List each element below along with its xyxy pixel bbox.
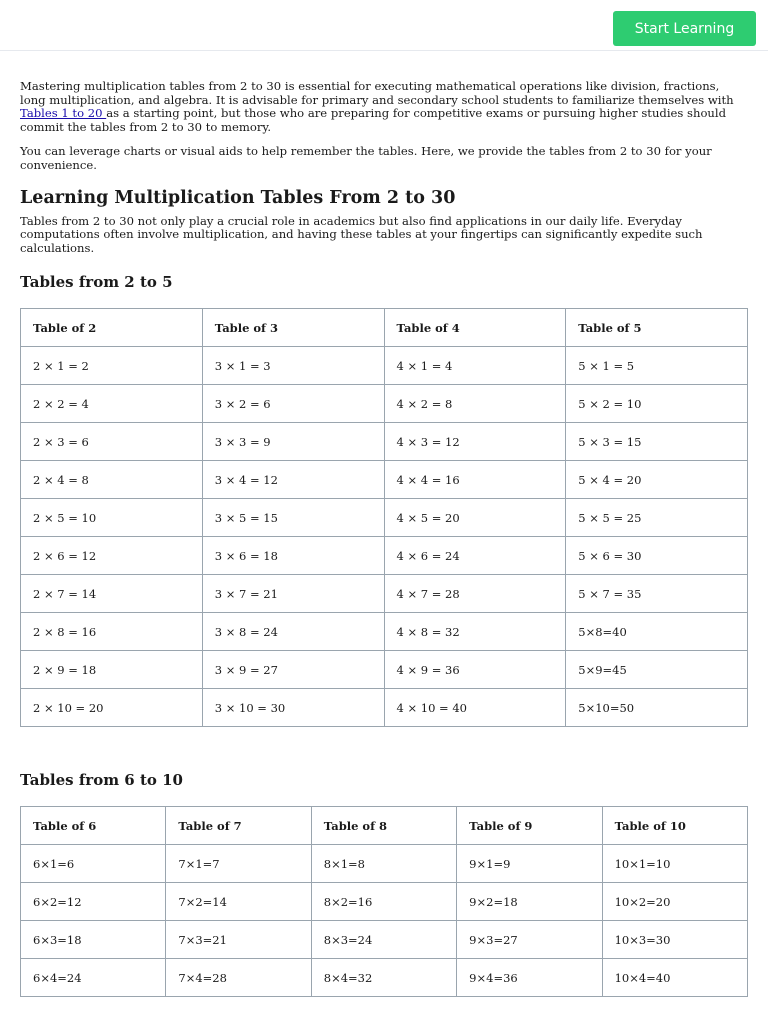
table-cell: 5×8=40 [566,613,748,651]
table-cell: 2 × 7 = 14 [21,575,203,613]
table-cell: 6×3=18 [21,921,166,959]
table-cell: 3 × 3 = 9 [202,423,384,461]
intro-text-start: Mastering multiplication tables from 2 to 30 is essential for executing mathematical operations like division, fractions, long multiplication, and algebra. It is advisable for primary and secondary school students to familiarize themselves with [20,79,734,107]
column-header: Table of 7 [166,807,311,845]
table-cell: 3 × 1 = 3 [202,347,384,385]
table-header-row [21,309,748,347]
table-row [21,845,748,883]
table-cell: 10×1=10 [602,845,747,883]
table-row [21,921,748,959]
table-cell: 5 × 4 = 20 [566,461,748,499]
table-cell: 3 × 6 = 18 [202,537,384,575]
table-row [21,423,748,461]
column-header: Table of 6 [21,807,166,845]
column-header: Table of 2 [21,309,203,347]
table-row [21,347,748,385]
table-cell: 9×4=36 [457,959,602,997]
tables-1-to-20-link[interactable]: Tables 1 to 20 [20,106,107,121]
table-cell: 4 × 8 = 32 [384,613,566,651]
table-cell: 4 × 5 = 20 [384,499,566,537]
table-cell: 9×2=18 [457,883,602,921]
section-heading: Learning Multiplication Tables From 2 to 30 [20,187,456,208]
table-cell: 7×3=21 [166,921,311,959]
table-cell: 2 × 1 = 2 [21,347,203,385]
table-cell: 4 × 1 = 4 [384,347,566,385]
table-cell: 7×1=7 [166,845,311,883]
table-cell: 3 × 4 = 12 [202,461,384,499]
table-cell: 2 × 5 = 10 [21,499,203,537]
table-cell: 9×3=27 [457,921,602,959]
table-cell: 5 × 5 = 25 [566,499,748,537]
table-cell: 4 × 3 = 12 [384,423,566,461]
table-cell: 3 × 8 = 24 [202,613,384,651]
column-header: Table of 8 [311,807,456,845]
table-cell: 4 × 7 = 28 [384,575,566,613]
section-paragraph: Tables from 2 to 30 not only play a crucial role in academics but also find applications in our daily life. Everyday computations often involve multiplication, and having these tables at your fingertips can significantly expedite such calculations. [20,213,703,255]
table-cell: 5×9=45 [566,651,748,689]
column-header: Table of 10 [602,807,747,845]
table-row [21,689,748,727]
table-cell: 4 × 4 = 16 [384,461,566,499]
table-cell: 3 × 9 = 27 [202,651,384,689]
column-header: Table of 5 [566,309,748,347]
table-row [21,385,748,423]
column-header: Table of 3 [202,309,384,347]
table-cell: 8×1=8 [311,845,456,883]
intro-text-end: as a starting point, but those who are preparing for competitive exams or pursuing higher studies should commit the tables from 2 to 30 to memory. [20,106,727,134]
top-bar [0,0,768,51]
table-cell: 10×2=20 [602,883,747,921]
column-header: Table of 9 [457,807,602,845]
table-row [21,651,748,689]
article-content [20,80,748,255]
table-cell: 2 × 6 = 12 [21,537,203,575]
table-row [21,613,748,651]
table-row [21,499,748,537]
table-cell: 3 × 10 = 30 [202,689,384,727]
intro-paragraph-1 [20,80,748,134]
table-cell: 7×2=14 [166,883,311,921]
table-cell: 8×4=32 [311,959,456,997]
table-cell: 2 × 10 = 20 [21,689,203,727]
table-cell: 4 × 2 = 8 [384,385,566,423]
tables-6-to-10-heading: Tables from 6 to 10 [20,771,183,789]
table-cell: 8×2=16 [311,883,456,921]
tables-2-to-5-heading: Tables from 2 to 5 [20,273,173,291]
column-header: Table of 4 [384,309,566,347]
table-row [21,959,748,997]
table-cell: 4 × 10 = 40 [384,689,566,727]
tables-2-to-5 [20,308,748,727]
table-cell: 4 × 6 = 24 [384,537,566,575]
table-row [21,537,748,575]
table-cell: 8×3=24 [311,921,456,959]
table-cell: 10×3=30 [602,921,747,959]
table-cell: 4 × 9 = 36 [384,651,566,689]
table-cell: 2 × 9 = 18 [21,651,203,689]
table-cell: 2 × 2 = 4 [21,385,203,423]
tables-6-to-10 [20,806,748,997]
table-cell: 6×1=6 [21,845,166,883]
table-cell: 3 × 7 = 21 [202,575,384,613]
table-cell: 9×1=9 [457,845,602,883]
table-cell: 3 × 5 = 15 [202,499,384,537]
table-row [21,461,748,499]
table-cell: 6×4=24 [21,959,166,997]
table-cell: 5 × 2 = 10 [566,385,748,423]
table-cell: 5 × 3 = 15 [566,423,748,461]
table-cell: 5×10=50 [566,689,748,727]
table-cell: 2 × 4 = 8 [21,461,203,499]
intro-paragraph-2: You can leverage charts or visual aids to help remember the tables. Here, we provide the tables from 2 to 30 for your convenience. [20,144,712,172]
table-cell: 3 × 2 = 6 [202,385,384,423]
table-cell: 10×4=40 [602,959,747,997]
table-cell: 5 × 7 = 35 [566,575,748,613]
table-cell: 6×2=12 [21,883,166,921]
start-learning-button[interactable]: Start Learning [613,11,756,46]
table-cell: 2 × 8 = 16 [21,613,203,651]
table-cell: 5 × 1 = 5 [566,347,748,385]
table-cell: 7×4=28 [166,959,311,997]
table-row [21,883,748,921]
table-cell: 2 × 3 = 6 [21,423,203,461]
table-row [21,575,748,613]
table-header-row [21,807,748,845]
table-cell: 5 × 6 = 30 [566,537,748,575]
